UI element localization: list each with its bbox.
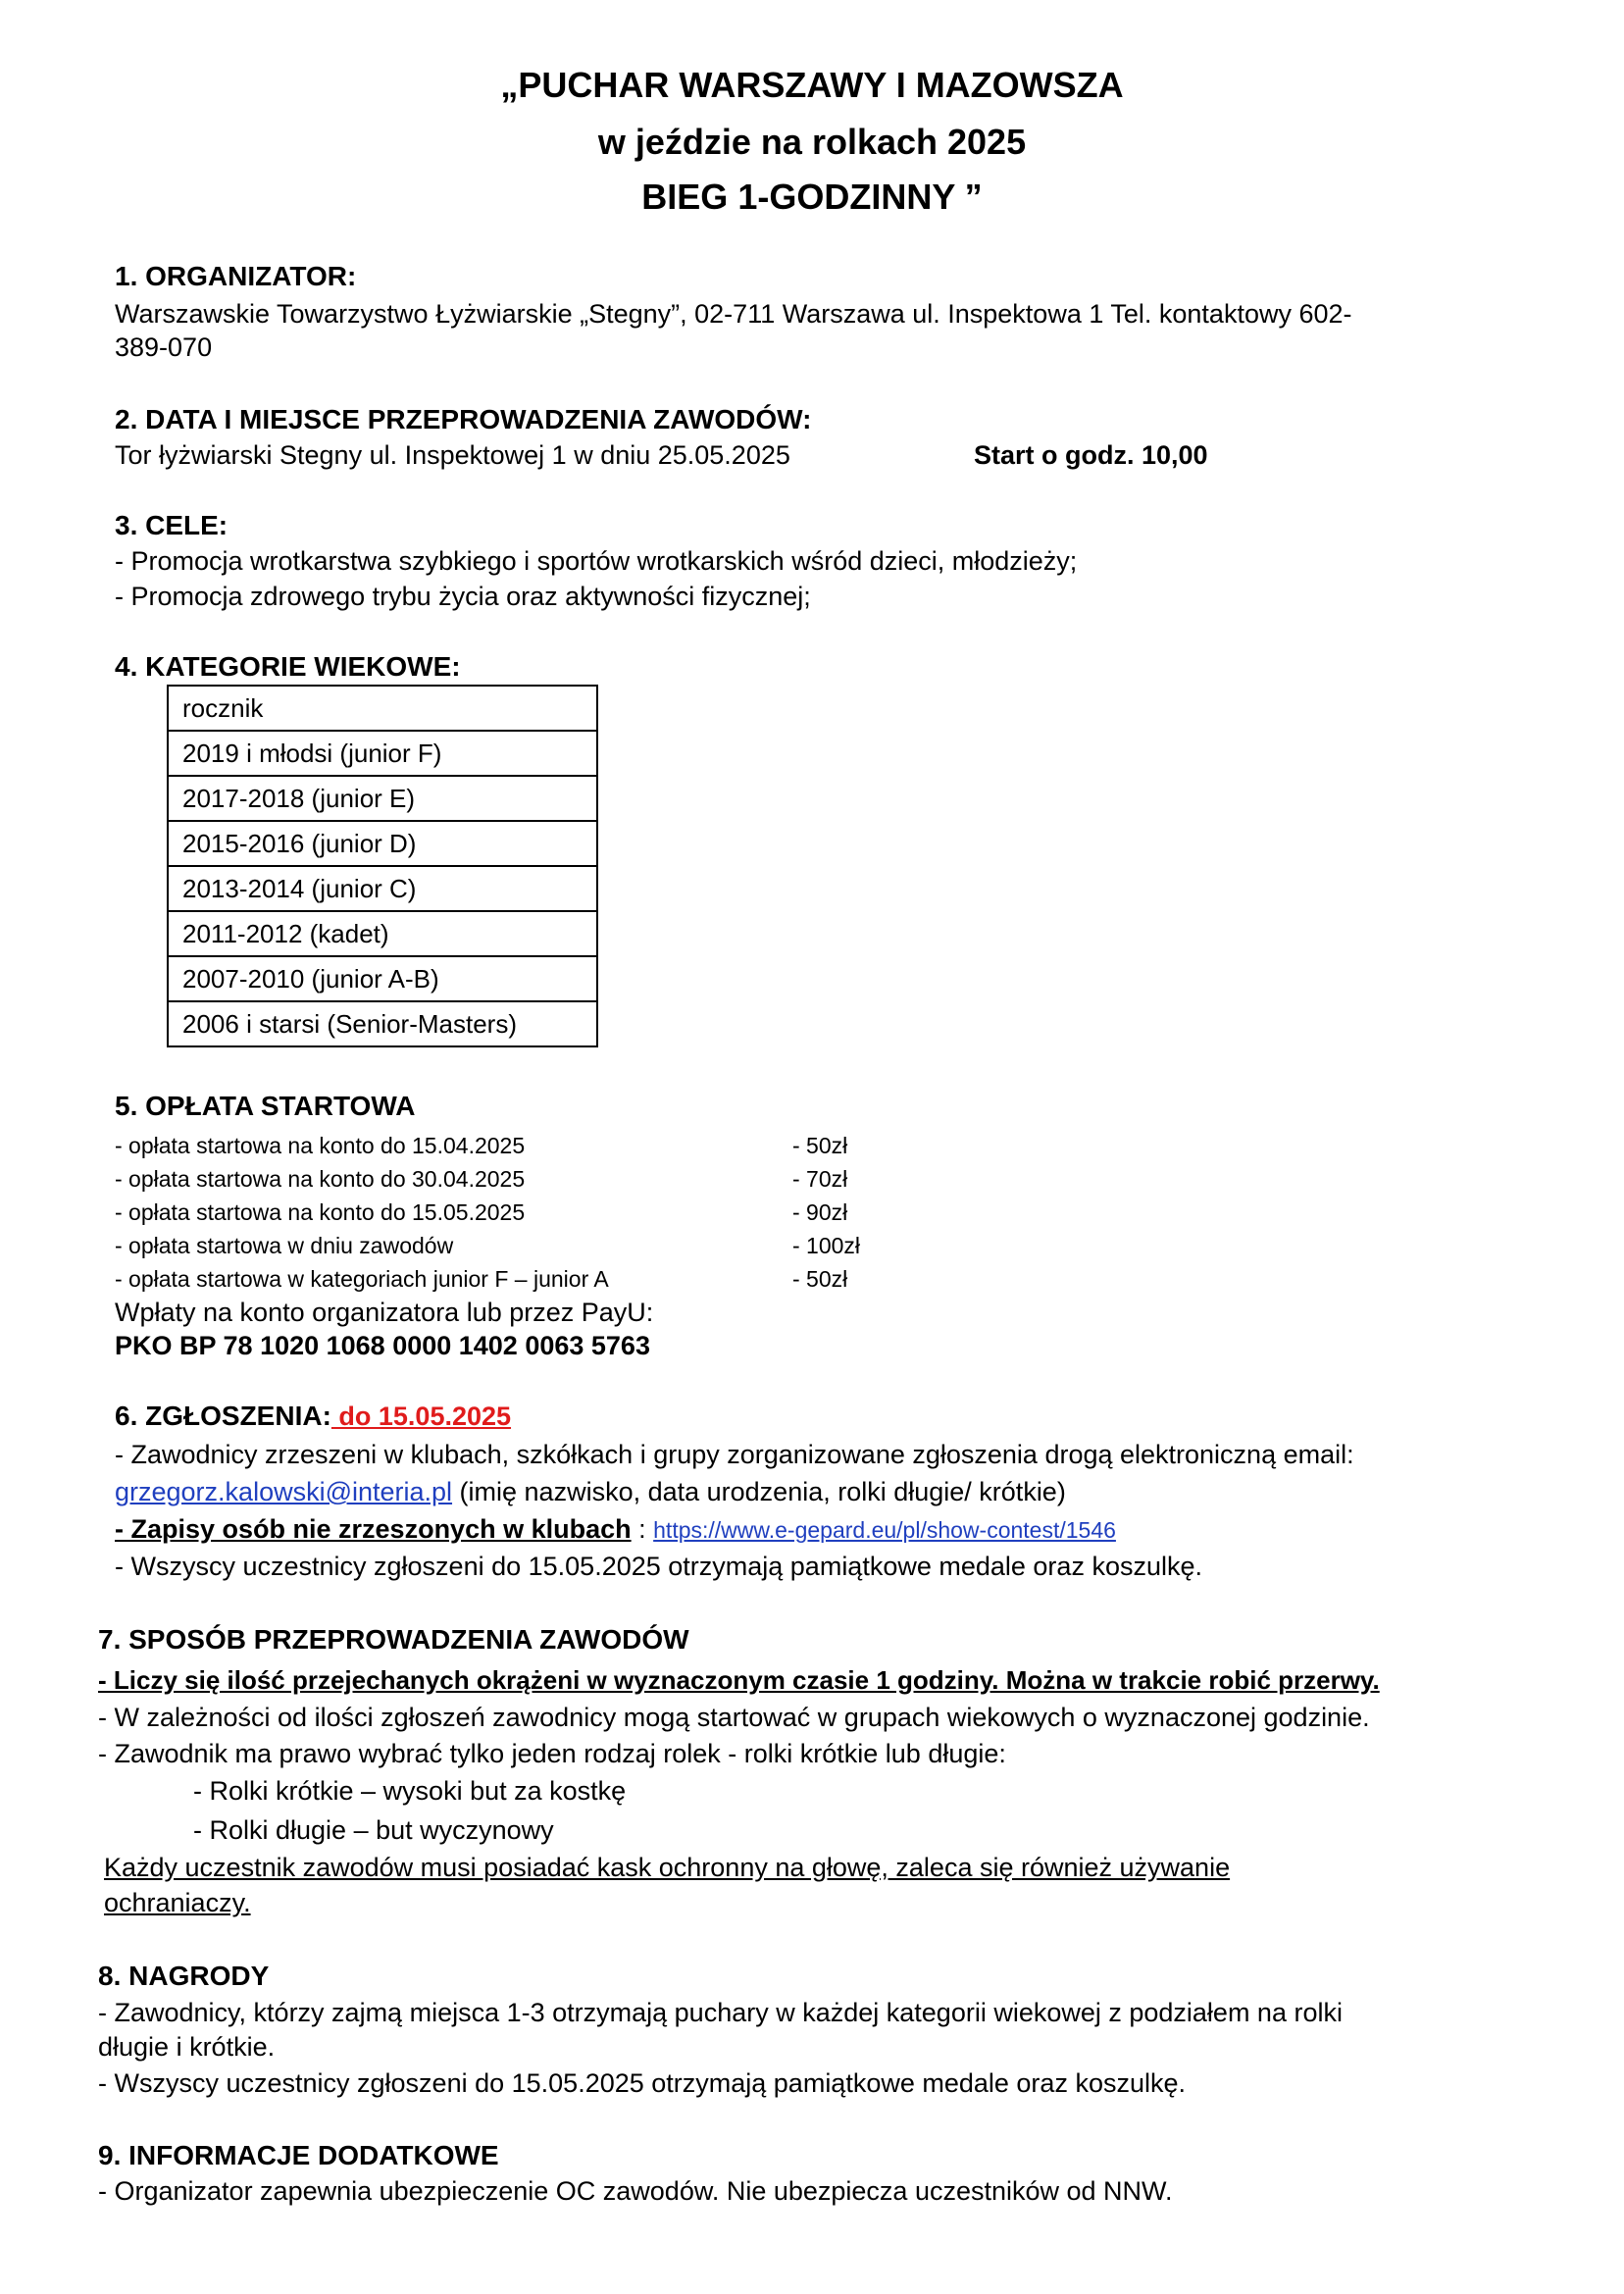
table-row [168, 956, 597, 1001]
registration-email-line [115, 1474, 1066, 1509]
prizes-line-2: długie i krótkie. [98, 2032, 276, 2062]
section-7-heading: 7. SPOSÓB PRZEPROWADZENIA ZAWODÓW [98, 1624, 689, 1655]
lap-rule: - Liczy się ilość przejechanych okrążeni w wyznaczonym czasie 1 godziny. Można w trakcie robić przerwy. [98, 1665, 1380, 1695]
email-link[interactable]: grzegorz.kalowski@interia.pl [115, 1477, 453, 1506]
registration-line-1: - Zawodnicy zrzeszeni w klubach, szkółkach i grupy zorganizowane zgłoszenia drogą elektroniczną email: [115, 1440, 1354, 1469]
fee-amount: - 90zł [792, 1199, 848, 1225]
skate-option-long: - Rolki długie – but wyczynowy [193, 1815, 554, 1845]
table-cell: 2017-2018 (junior E) [168, 776, 597, 821]
table-cell: rocznik [168, 686, 597, 731]
organizer-line-1: Warszawskie Towarzystwo Łyżwiarskie „Stegny”, 02-711 Warszawa ul. Inspektowa 1 Tel. kontaktowy 602- [115, 299, 1352, 329]
organizer-line-2: 389-070 [115, 332, 213, 362]
table-cell: 2015-2016 (junior D) [168, 821, 597, 866]
fee-amount: - 100zł [792, 1233, 861, 1258]
section-6-heading-line [115, 1399, 511, 1434]
table-row [168, 911, 597, 956]
fee-label: - opłata startowa na konto do 15.05.2025 [115, 1199, 526, 1225]
registration-deadline: do 15.05.2025 [330, 1402, 512, 1431]
table-row [168, 731, 597, 776]
section-2-heading: 2. DATA I MIEJSCE PRZEPROWADZENIA ZAWODÓW: [115, 404, 812, 434]
section-5-heading: 5. OPŁATA STARTOWA [115, 1091, 416, 1121]
section-4-heading: 4. KATEGORIE WIEKOWE: [115, 651, 461, 682]
fee-label: - opłata startowa na konto do 15.04.2025 [115, 1133, 526, 1158]
table-row [168, 686, 597, 731]
title-line-1: „PUCHAR WARSZAWY I MAZOWSZA [500, 65, 1124, 105]
unaffiliated-label: - Zapisy osób nie zrzeszonych w klubach [115, 1514, 632, 1544]
event-place: Tor łyżwiarski Stegny ul. Inspektowej 1 w dniu 25.05.2025 [115, 440, 790, 470]
table-cell: 2007-2010 (junior A-B) [168, 956, 597, 1001]
skate-option-short: - Rolki krótkie – wysoki but za kostkę [193, 1776, 627, 1806]
registration-url-link[interactable]: https://www.e-gepard.eu/pl/show-contest/1546 [653, 1517, 1116, 1543]
additional-info-line-1: - Organizator zapewnia ubezpieczenie OC zawodów. Nie ubezpiecza uczestników od NNW. [98, 2176, 1173, 2206]
table-row [168, 776, 597, 821]
title-line-2: w jeździe na rolkach 2025 [597, 122, 1027, 162]
age-category-table [167, 685, 598, 1047]
goal-item-1: - Promocja wrotkarstwa szybkiego i sportów wrotkarskich wśród dzieci, młodzieży; [115, 546, 1078, 576]
colon: : [631, 1514, 654, 1544]
email-note: (imię nazwisko, data urodzenia, rolki długie/ krótkie) [452, 1477, 1066, 1506]
prizes-line-3: - Wszyscy uczestnicy zgłoszeni do 15.05.2025 otrzymają pamiątkowe medale oraz koszulkę. [98, 2068, 1186, 2098]
section-1-heading: 1. ORGANIZATOR: [115, 261, 357, 291]
section-9-heading: 9. INFORMACJE DODATKOWE [98, 2140, 499, 2170]
bank-account: PKO BP 78 1020 1068 0000 1402 0063 5763 [115, 1331, 650, 1360]
fee-label: - opłata startowa w dniu zawodów [115, 1233, 454, 1258]
title-line-3: BIEG 1-GODZINNY ” [641, 177, 983, 217]
section-8-heading: 8. NAGRODY [98, 1961, 270, 1991]
helmet-line-1: Każdy uczestnik zawodów musi posiadać kask ochronny na głowę, zaleca się również używanie [104, 1853, 1231, 1882]
fee-label: - opłata startowa na konto do 30.04.2025 [115, 1166, 526, 1192]
fee-amount: - 50zł [792, 1266, 848, 1292]
table-cell: 2006 i starsi (Senior-Masters) [168, 1001, 597, 1046]
table-cell: 2013-2014 (junior C) [168, 866, 597, 911]
rules-line-2: - W zależności od ilości zgłoszeń zawodnicy mogą startować w grupach wiekowych o wyznaczonej godzinie. [98, 1703, 1370, 1732]
prizes-line-1: - Zawodnicy, którzy zajmą miejsca 1-3 otrzymają puchary w każdej kategorii wiekowej z podziałem na rolki [98, 1998, 1343, 2027]
registration-url-line [115, 1511, 1116, 1547]
table-cell: 2019 i młodsi (junior F) [168, 731, 597, 776]
section-3-heading: 3. CELE: [115, 510, 228, 540]
fee-amount: - 50zł [792, 1133, 848, 1158]
start-time: Start o godz. 10,00 [974, 440, 1208, 470]
rules-line-3: - Zawodnik ma prawo wybrać tylko jeden rodzaj rolek - rolki krótkie lub długie: [98, 1739, 1006, 1768]
payment-note: Wpłaty na konto organizatora lub przez PayU: [115, 1298, 654, 1327]
fee-amount: - 70zł [792, 1166, 848, 1192]
table-row [168, 866, 597, 911]
fee-label: - opłata startowa w kategoriach junior F – junior A [115, 1266, 609, 1292]
helmet-line-2: ochraniaczy. [104, 1888, 251, 1917]
section-6-heading: 6. ZGŁOSZENIA: [115, 1401, 331, 1431]
table-row [168, 821, 597, 866]
goal-item-2: - Promocja zdrowego trybu życia oraz aktywności fizycznej; [115, 582, 811, 611]
registration-line-4: - Wszyscy uczestnicy zgłoszeni do 15.05.2025 otrzymają pamiątkowe medale oraz koszulkę. [115, 1552, 1202, 1581]
table-row [168, 1001, 597, 1046]
table-cell: 2011-2012 (kadet) [168, 911, 597, 956]
